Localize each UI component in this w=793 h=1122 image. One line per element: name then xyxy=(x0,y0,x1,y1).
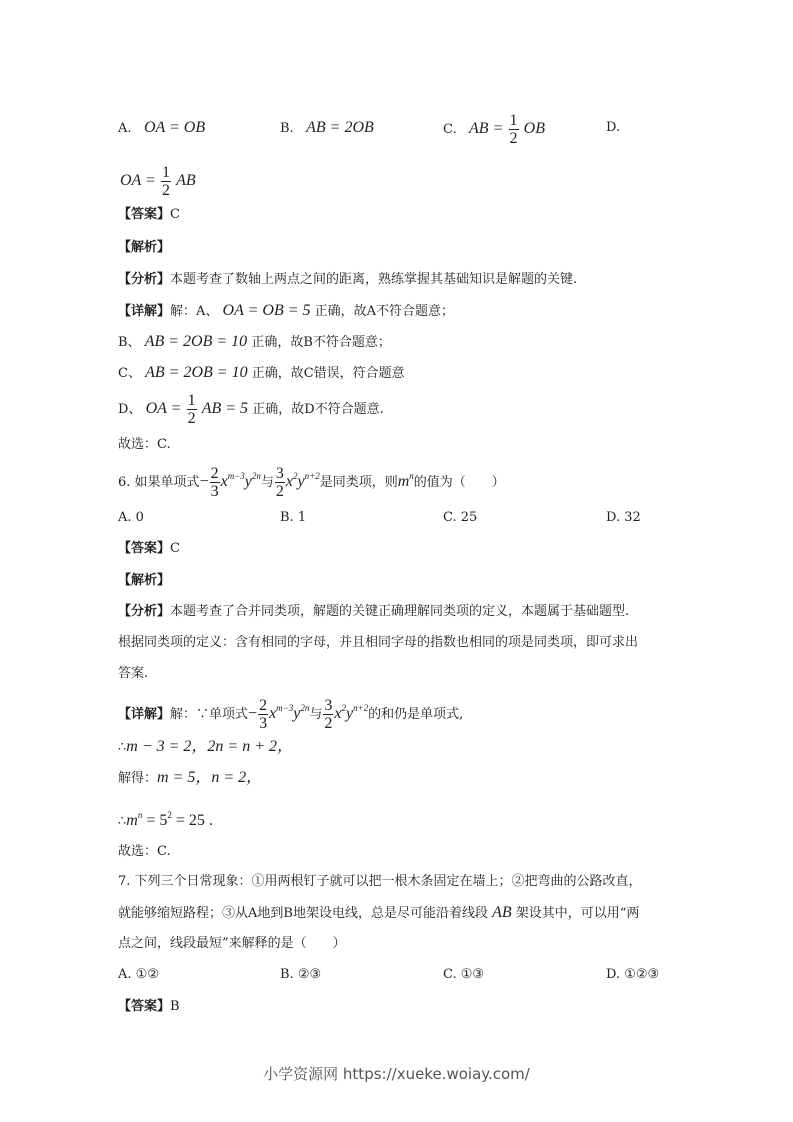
option-expr: AB = xyxy=(469,120,504,137)
q6-fenxi-line-1: 【分析】本题考查了合并同类项，解题的关键正确理解同类项的定义，本题属于基础题型. xyxy=(118,604,630,619)
q5-option-b xyxy=(280,119,374,138)
fraction: $\frac{1}{2}$ xyxy=(509,112,518,147)
q6-stem: 6. 如果单项式− $\frac{2}{3}$ $x^{m-3}y^{2n}$与 $\frac{3}{2}$ $x^2y^{n+2}$是同类项，则$m^n$的值为（ ） xyxy=(118,465,505,500)
q7-option-c: C. ①③ xyxy=(443,967,485,982)
q5-fenxi: 【分析】本题考查了数轴上两点之间的距离，熟练掌握其基础知识是解题的关键. xyxy=(118,272,578,287)
fraction: $\frac{3}{2}$ xyxy=(324,697,333,732)
q7-answer: 【答案】B xyxy=(118,999,180,1014)
q5-choose: 故选：C. xyxy=(118,437,171,452)
fraction: $\frac{2}{3}$ xyxy=(210,465,219,500)
q6-option-a: A. 0 xyxy=(118,510,144,525)
q7-stem-line-1: 7. 下列三个日常现象：①用两根钉子就可以把一根木条固定在墙上；②把弯曲的公路改直， xyxy=(118,874,642,889)
fraction: $\frac{3}{2}$ xyxy=(275,465,284,500)
q5-option-a xyxy=(118,119,205,138)
q5-detail-b: B、 AB = 2OB = 10 正确，故B不符合题意； xyxy=(118,333,391,350)
q5-detail-a: 【详解】解：A、 OA = OB = 5 正确，故A不符合题意； xyxy=(118,302,455,319)
q6-option-c: C. 25 xyxy=(443,510,478,525)
q5-answer: 【答案】C xyxy=(118,207,180,222)
option-expr: OA = OB xyxy=(143,119,206,136)
q7-option-b: B. ②③ xyxy=(280,967,322,982)
option-letter: A. xyxy=(118,121,132,136)
fraction: $\frac{1}{2}$ xyxy=(187,392,196,427)
option-expr: OB xyxy=(523,120,545,137)
q6-detail: 【详解】解：∵单项式− $\frac{2}{3}$ $x^{m-3}y^{2n}$与 $\frac{3}{2}$ $x^2y^{n+2}$的和仍是单项式, xyxy=(118,697,464,732)
q5-detail-c: C、 AB = 2OB = 10 正确，故C错误，符合题意 xyxy=(118,364,405,381)
q6-option-b: B. 1 xyxy=(280,510,307,525)
q6-analysis-heading: 【解析】 xyxy=(118,573,171,588)
q7-option-a: A. ①② xyxy=(118,967,159,982)
fraction: $\frac{1}{2}$ xyxy=(161,164,170,199)
q6-fenxi-line-2: 根据同类项的定义：含有相同的字母，并且相同字母的指数也相同的项是同类项，即可求出 xyxy=(118,635,639,650)
q6-step-2: 解得：m = 5，n = 2， xyxy=(118,769,263,786)
q5-detail-d: D、 OA = $\frac{1}{2}$ AB = 5 正确，故D不符合题意. xyxy=(118,392,384,427)
q6-fenxi-line-3: 答案. xyxy=(118,666,149,681)
q5-option-d-expr: OA = $\frac{1}{2}$ AB xyxy=(120,164,196,199)
q5-analysis-heading: 【解析】 xyxy=(118,240,171,255)
q5-option-d xyxy=(606,119,620,137)
option-letter: B. xyxy=(280,121,294,136)
q6-step-3: $\therefore m^n = 5^2 = 25$ . xyxy=(118,810,213,829)
q6-step-1: ∴m − 3 = 2，2n = n + 2， xyxy=(118,738,294,755)
site-url[interactable]: https://xueke.woiay.com/ xyxy=(342,1065,530,1083)
site-name: 小学资源网 xyxy=(263,1065,339,1083)
q6-choose: 故选：C. xyxy=(118,844,171,859)
q7-option-d: D. ①②③ xyxy=(606,967,660,982)
q5-option-c xyxy=(443,112,545,147)
q6-option-d: D. 32 xyxy=(606,510,641,525)
footer-watermark xyxy=(0,1063,793,1084)
q6-answer: 【答案】C xyxy=(118,541,180,556)
option-expr: AB = 2OB xyxy=(306,119,374,136)
option-letter: C. xyxy=(443,122,457,137)
q7-stem-line-2: 就能够缩短路程；③从A地到B地架设电线，总是尽可能沿着线段 AB 架设其中，可以用“两 xyxy=(118,904,640,921)
fraction: $\frac{2}{3}$ xyxy=(259,697,268,732)
option-letter: D. xyxy=(606,120,621,135)
q7-stem-line-3: 点之间，线段最短”来解释的是（ ） xyxy=(118,936,346,951)
